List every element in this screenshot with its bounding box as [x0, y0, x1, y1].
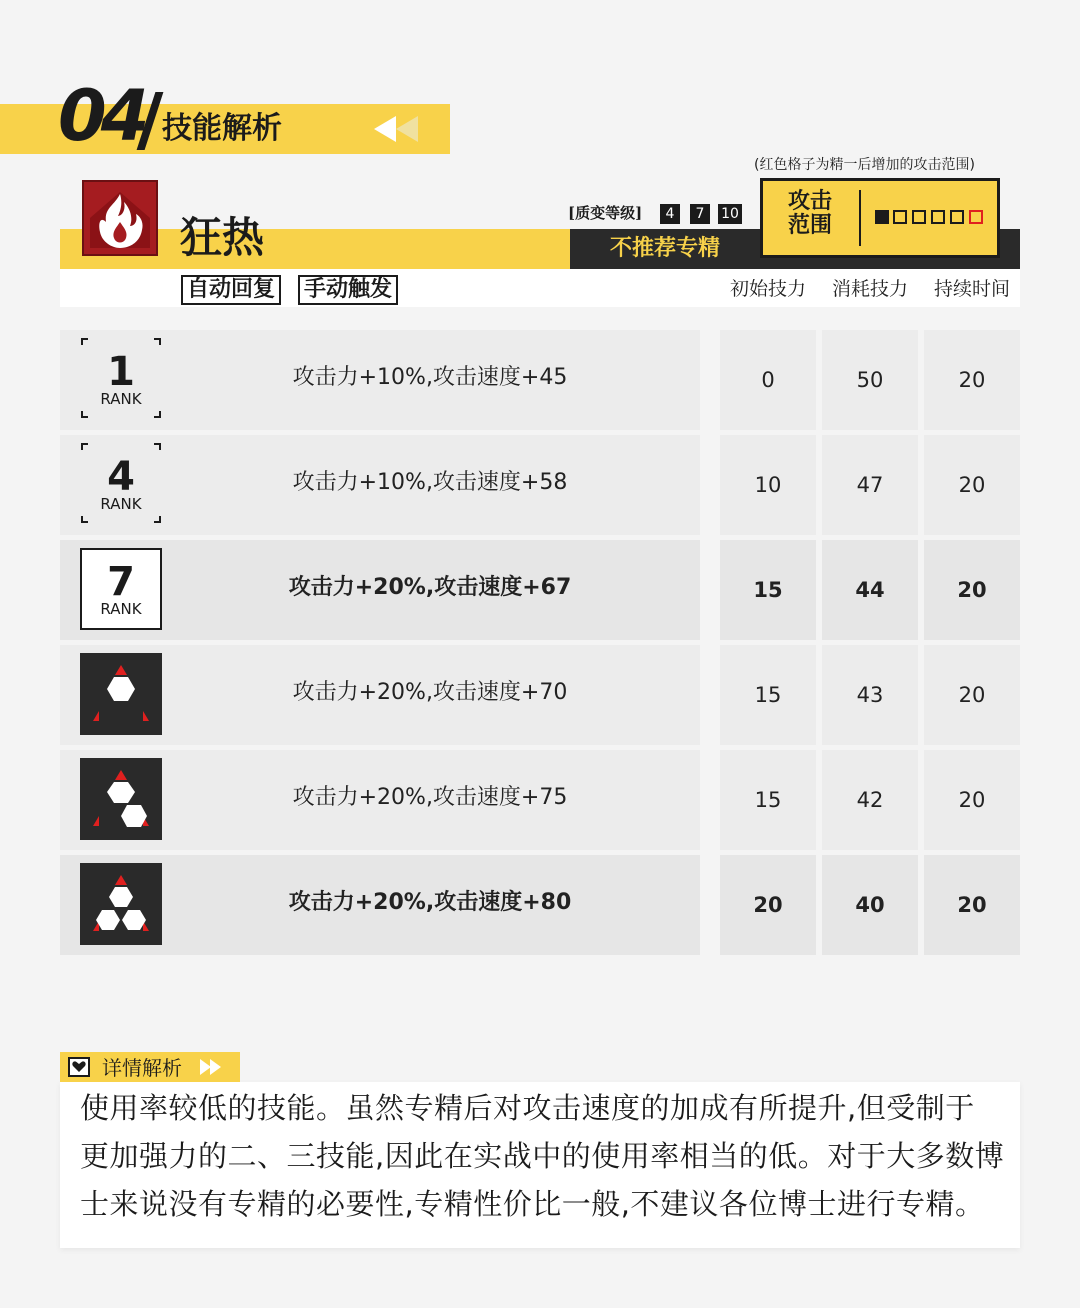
initial-sp-cell: 20 — [720, 855, 816, 955]
skill-effect: 攻击力+10%,攻击速度+58 — [292, 470, 568, 495]
heart-icon — [68, 1057, 90, 1077]
initial-sp-cell: 15 — [720, 540, 816, 640]
sp-cost-cell: 43 — [822, 645, 918, 745]
skill-effect: 攻击力+20%,攻击速度+70 — [292, 680, 568, 705]
duration-cell: 20 — [924, 855, 1020, 955]
column-header-sp-cost: 消耗技力 — [831, 278, 908, 300]
attack-range-grid — [874, 209, 988, 225]
initial-sp-cell: 0 — [720, 330, 816, 430]
rank-word: RANK — [100, 390, 142, 408]
mastery-1-icon — [80, 653, 162, 735]
rank-number: 1 — [107, 349, 135, 395]
initial-sp-cell: 15 — [720, 645, 816, 745]
sp-cost-cell: 44 — [822, 540, 918, 640]
section-title: 技能解析 — [162, 111, 282, 146]
duration-cell: 20 — [924, 330, 1020, 430]
fast-forward-icon — [200, 1059, 222, 1075]
sp-cost-cell: 42 — [822, 750, 918, 850]
skill-effect: 攻击力+20%,攻击速度+67 — [288, 575, 572, 600]
rewind-icon — [374, 116, 420, 142]
mastery-3-icon — [80, 863, 162, 945]
duration-cell: 20 — [924, 435, 1020, 535]
sp-recovery-tag: 自动回复 — [181, 275, 281, 305]
duration-cell: 20 — [924, 540, 1020, 640]
mastery-level-badge: 4 — [660, 204, 680, 224]
detail-title: 详情解析 — [102, 1056, 182, 1080]
sp-cost-cell: 50 — [822, 330, 918, 430]
initial-sp-cell: 15 — [720, 750, 816, 850]
duration-cell: 20 — [924, 645, 1020, 745]
rank-number: 4 — [107, 454, 135, 500]
column-header-initial-sp: 初始技力 — [729, 278, 806, 300]
section-number: 04 — [58, 75, 144, 157]
rank-word: RANK — [100, 495, 142, 513]
skill-effect: 攻击力+20%,攻击速度+75 — [292, 785, 568, 810]
detail-body: 使用率较低的技能。虽然专精后对攻击速度的加成有所提升,但受制于 更加强力的二、三技能,因此在实战中的使用率相当的低。对于大多数博 士来说没有专精的必要性,专精性价比一般,不建议各位博士进行专精。 — [80, 1091, 1005, 1221]
mastery-label: [质变等级] — [568, 204, 643, 222]
attack-range-label: 攻击 范围 — [787, 189, 832, 238]
range-note: (红色格子为精一后增加的攻击范围) — [754, 157, 975, 173]
range-divider — [859, 190, 861, 246]
mastery-2-icon — [80, 758, 162, 840]
mastery-level-badge: 10 — [718, 204, 742, 224]
skill-effect: 攻击力+20%,攻击速度+80 — [288, 890, 572, 915]
column-header-duration: 持续时间 — [933, 278, 1010, 300]
duration-cell: 20 — [924, 750, 1020, 850]
mastery-level-badge: 7 — [690, 204, 710, 224]
skill-effect: 攻击力+10%,攻击速度+45 — [292, 365, 568, 390]
rank-word: RANK — [100, 600, 142, 618]
sp-cost-cell: 47 — [822, 435, 918, 535]
initial-sp-cell: 10 — [720, 435, 816, 535]
flame-icon — [82, 180, 158, 256]
activation-tag: 手动触发 — [298, 275, 398, 305]
rank-number: 7 — [107, 559, 135, 605]
mastery-advice: 不推荐专精 — [609, 236, 720, 261]
sp-cost-cell: 40 — [822, 855, 918, 955]
skill-name: 狂热 — [180, 213, 265, 262]
